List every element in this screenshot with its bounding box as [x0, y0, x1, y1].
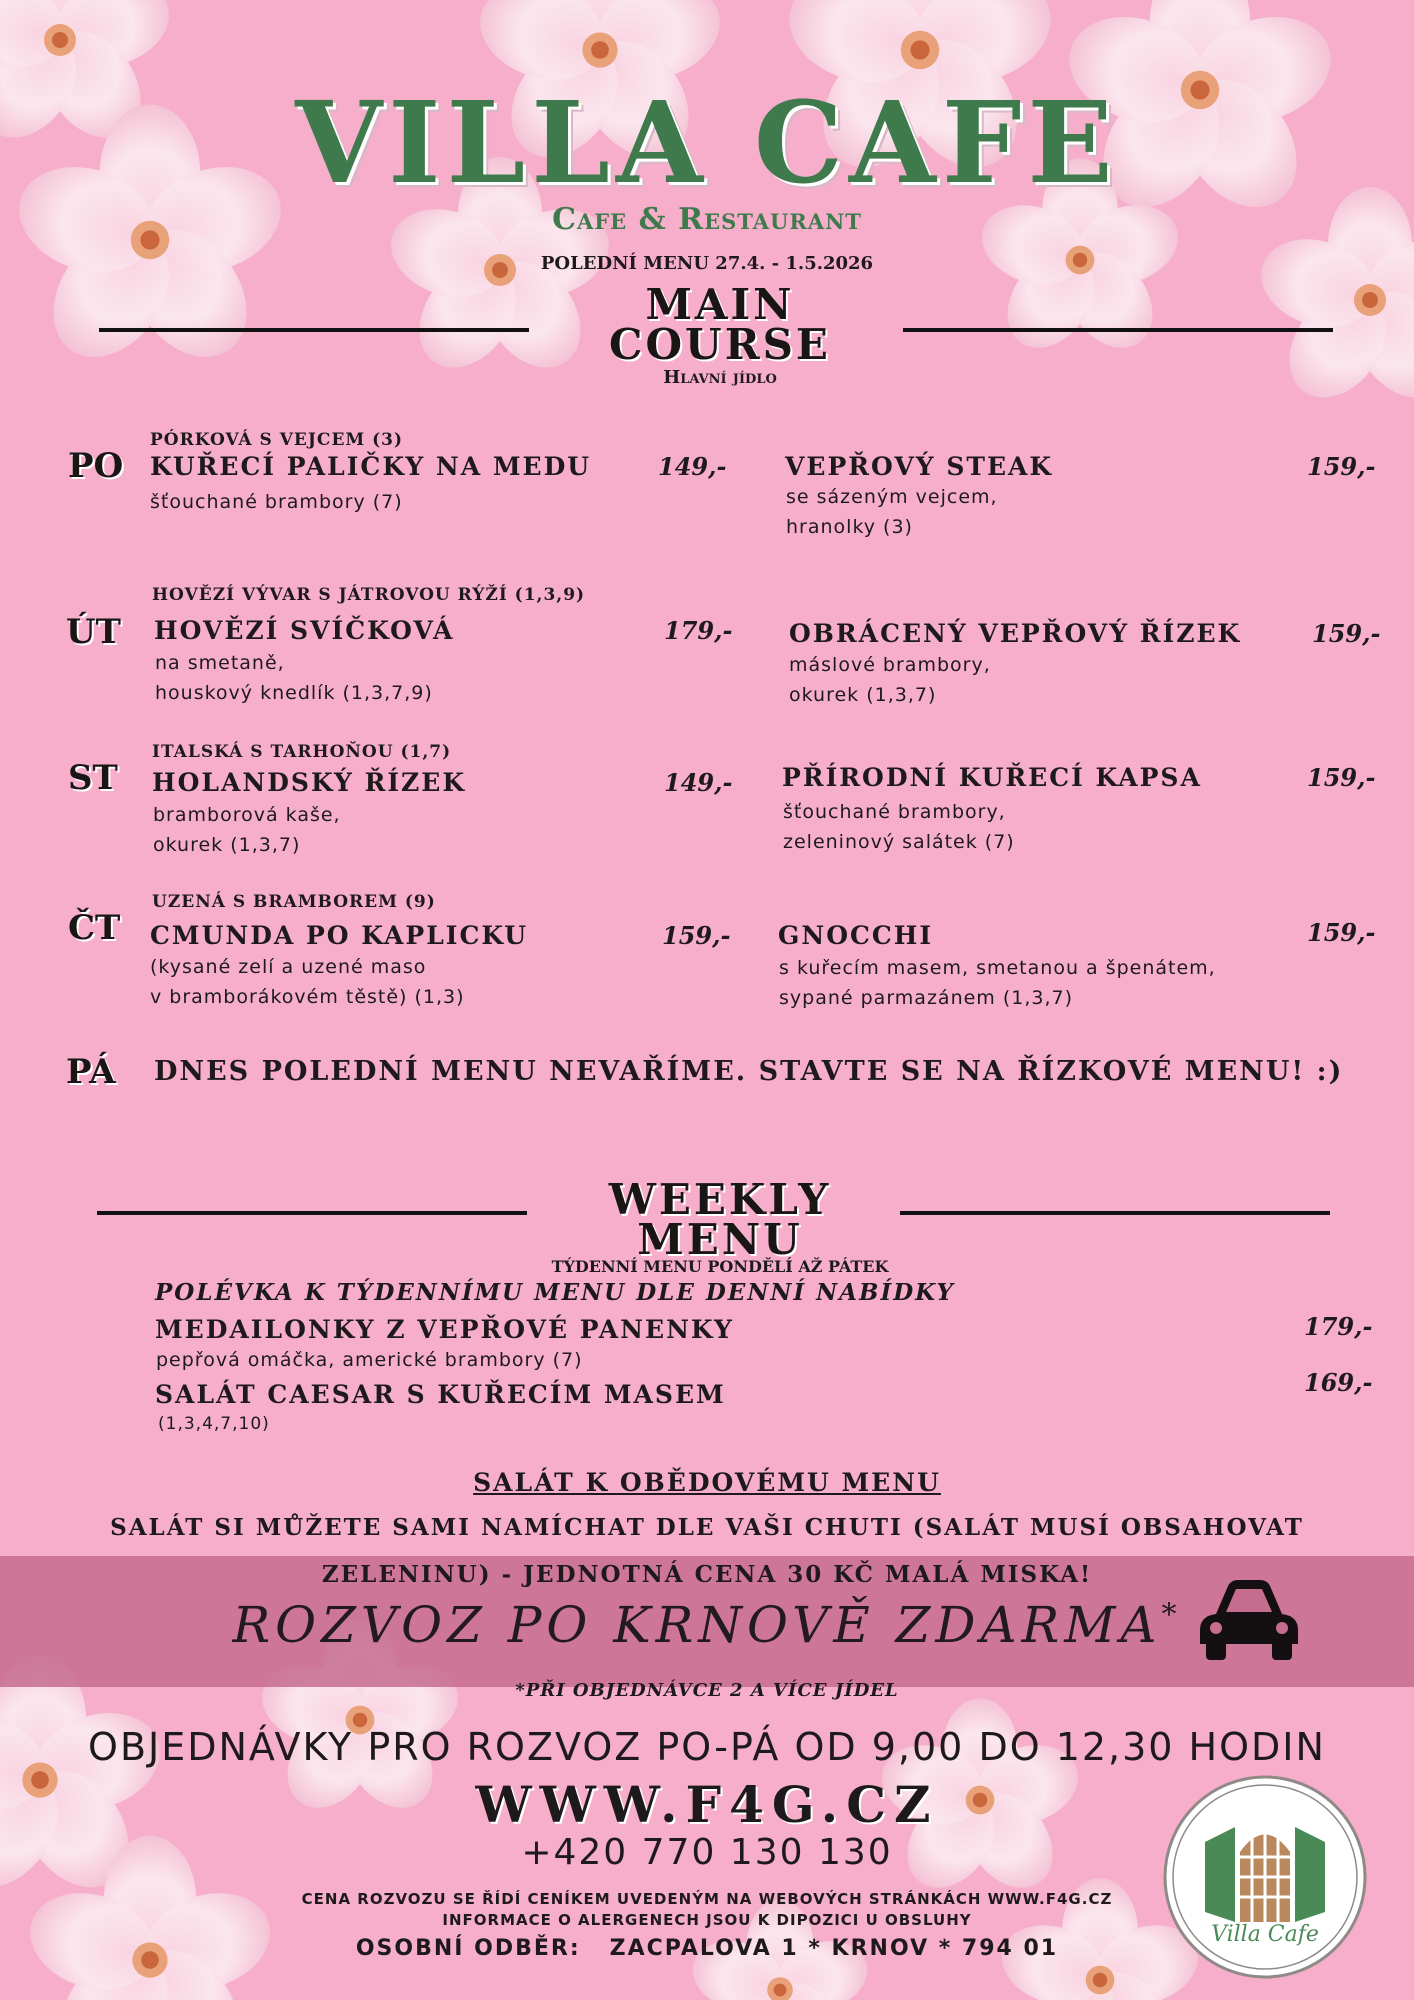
main-course-subheading: Hlavní jídlo	[663, 367, 777, 388]
logo-text: Villa Cafe	[1211, 1922, 1319, 1947]
dish-name: HOLANDSKÝ ŘÍZEK	[152, 768, 467, 797]
weekly-heading-line2: MENU	[637, 1215, 803, 1264]
weekly-soup-note: POLÉVKA K TÝDENNÍMU MENU DLE DENNÍ NABÍDKY	[155, 1279, 955, 1306]
menu-dates: POLEDNÍ MENU 27.4. - 1.5.2026	[540, 253, 874, 274]
dish-name: MEDAILONKY Z VEPŘOVÉ PANENKY	[155, 1315, 734, 1344]
divider-right	[903, 328, 1333, 332]
weekly-heading	[560, 1175, 880, 1264]
dish-description: bramborová kaše,	[153, 804, 341, 826]
day-soup: ITALSKÁ S TARHOŇOU (1,7)	[152, 742, 452, 762]
dish-name: SALÁT CAESAR S KUŘECÍM MASEM	[155, 1380, 726, 1409]
allergen-note: INFORMACE O ALERGENECH JSOU K DIPOZICI U OBSLUHY	[442, 1911, 972, 1929]
dish-description: sypané parmazánem (1,3,7)	[779, 987, 1074, 1009]
day-soup: UZENÁ S BRAMBOREM (9)	[152, 892, 436, 912]
dish-name: CMUNDA PO KAPLICKU	[150, 921, 529, 950]
dish-price: 159,-	[1307, 763, 1376, 792]
villa-cafe-logo	[1160, 1772, 1370, 1982]
divider-right	[900, 1211, 1330, 1215]
dish-price: 149,-	[664, 768, 733, 797]
dish-description: okurek (1,3,7)	[153, 834, 301, 856]
dish-description: na smetaně,	[155, 652, 285, 674]
dish-description: houskový knedlík (1,3,7,9)	[155, 682, 433, 704]
dish-description: okurek (1,3,7)	[789, 684, 937, 706]
orders-hours: OBJEDNÁVKY PRO ROZVOZ PO-PÁ OD 9,00 DO 12,30 HODIN	[88, 1725, 1326, 1769]
website-link[interactable]: WWW.F4G.CZ	[475, 1775, 939, 1834]
cafe-title: VILLA CAFE	[295, 78, 1119, 209]
phone-number[interactable]: +420 770 130 130	[521, 1832, 893, 1873]
dish-price: 159,-	[1307, 918, 1376, 947]
salad-heading: SALÁT K OBĚDOVÉMU MENU	[473, 1468, 941, 1497]
day-soup: PÓRKOVÁ S VEJCEM (3)	[150, 430, 404, 450]
day-label: ST	[68, 758, 118, 798]
weekly-heading-line1: WEEKLY	[608, 1175, 832, 1224]
friday-note: DNES POLEDNÍ MENU NEVAŘÍME. STAVTE SE NA ŘÍZKOVÉ MENU! :)	[154, 1056, 1344, 1087]
salad-line-2: ZELENINU) - JEDNOTNÁ CENA 30 KČ MALÁ MISKA!	[321, 1561, 1093, 1588]
main-course-heading-line1: MAIN	[645, 280, 795, 329]
day-label: PO	[68, 446, 124, 486]
dish-name: OBRÁCENÝ VEPŘOVÝ ŘÍZEK	[789, 619, 1242, 648]
dish-name: VEPŘOVÝ STEAK	[785, 452, 1054, 481]
dish-name: HOVĚZÍ SVÍČKOVÁ	[154, 616, 455, 645]
main-course-heading	[560, 280, 880, 369]
dish-description: se sázeným vejcem,	[786, 486, 998, 508]
pickup-address: OSOBNÍ ODBĚR: ZACPALOVA 1 * KRNOV * 794 01	[355, 1936, 1059, 1961]
divider-left	[99, 328, 529, 332]
dish-description: máslové brambory,	[789, 654, 991, 676]
main-course-heading-line2: COURSE	[609, 320, 831, 369]
dish-description: šťouchané brambory (7)	[150, 491, 403, 513]
dish-description: (1,3,4,7,10)	[158, 1414, 270, 1434]
dish-description: pepřová omáčka, americké brambory (7)	[156, 1349, 583, 1371]
cafe-subtitle: Cafe & Restaurant	[552, 202, 862, 237]
delivery-price-note: CENA ROZVOZU SE ŘÍDÍ CENÍKEM UVEDENÝM NA WEBOVÝCH STRÁNKÁCH WWW.F4G.CZ	[301, 1890, 1113, 1908]
dish-description: hranolky (3)	[786, 516, 913, 538]
dish-description: zeleninový salátek (7)	[783, 831, 1015, 853]
day-label: ČT	[68, 908, 121, 948]
weekly-subheading: TÝDENNÍ MENU PONDĚLÍ AŽ PÁTEK	[551, 1257, 889, 1276]
dish-description: šťouchané brambory,	[783, 801, 1006, 823]
dish-name: PŘÍRODNÍ KUŘECÍ KAPSA	[782, 763, 1202, 792]
dish-description: (kysané zelí a uzené maso	[150, 956, 427, 978]
dish-name: KUŘECÍ PALIČKY NA MEDU	[150, 452, 592, 481]
day-label: PÁ	[66, 1052, 116, 1092]
dish-price: 169,-	[1304, 1368, 1373, 1397]
car-icon	[1196, 1576, 1302, 1662]
dish-price: 179,-	[1304, 1312, 1373, 1341]
dish-description: s kuřecím masem, smetanou a špenátem,	[779, 957, 1216, 979]
dish-price: 149,-	[658, 452, 727, 481]
dish-name: GNOCCHI	[778, 921, 934, 950]
salad-line-1: SALÁT SI MŮŽETE SAMI NAMÍCHAT DLE VAŠI CHUTI (SALÁT MUSÍ OBSAHOVAT	[110, 1514, 1304, 1541]
day-label: ÚT	[66, 612, 121, 652]
dish-price: 159,-	[1312, 619, 1381, 648]
dish-price: 159,-	[1307, 452, 1376, 481]
delivery-footnote: *PŘI OBJEDNÁVCE 2 A VÍCE JÍDEL	[515, 1680, 899, 1701]
dish-price: 179,-	[664, 616, 733, 645]
delivery-text: ROZVOZ PO KRNOVĚ ZDARMA	[232, 1596, 1162, 1654]
dish-price: 159,-	[662, 921, 731, 950]
divider-left	[97, 1211, 527, 1215]
dish-description: v bramborákovém těstě) (1,3)	[150, 986, 465, 1008]
delivery-asterisk: *	[1161, 1597, 1182, 1633]
day-soup: HOVĚZÍ VÝVAR S JÁTROVOU RÝŽÍ (1,3,9)	[152, 585, 586, 605]
